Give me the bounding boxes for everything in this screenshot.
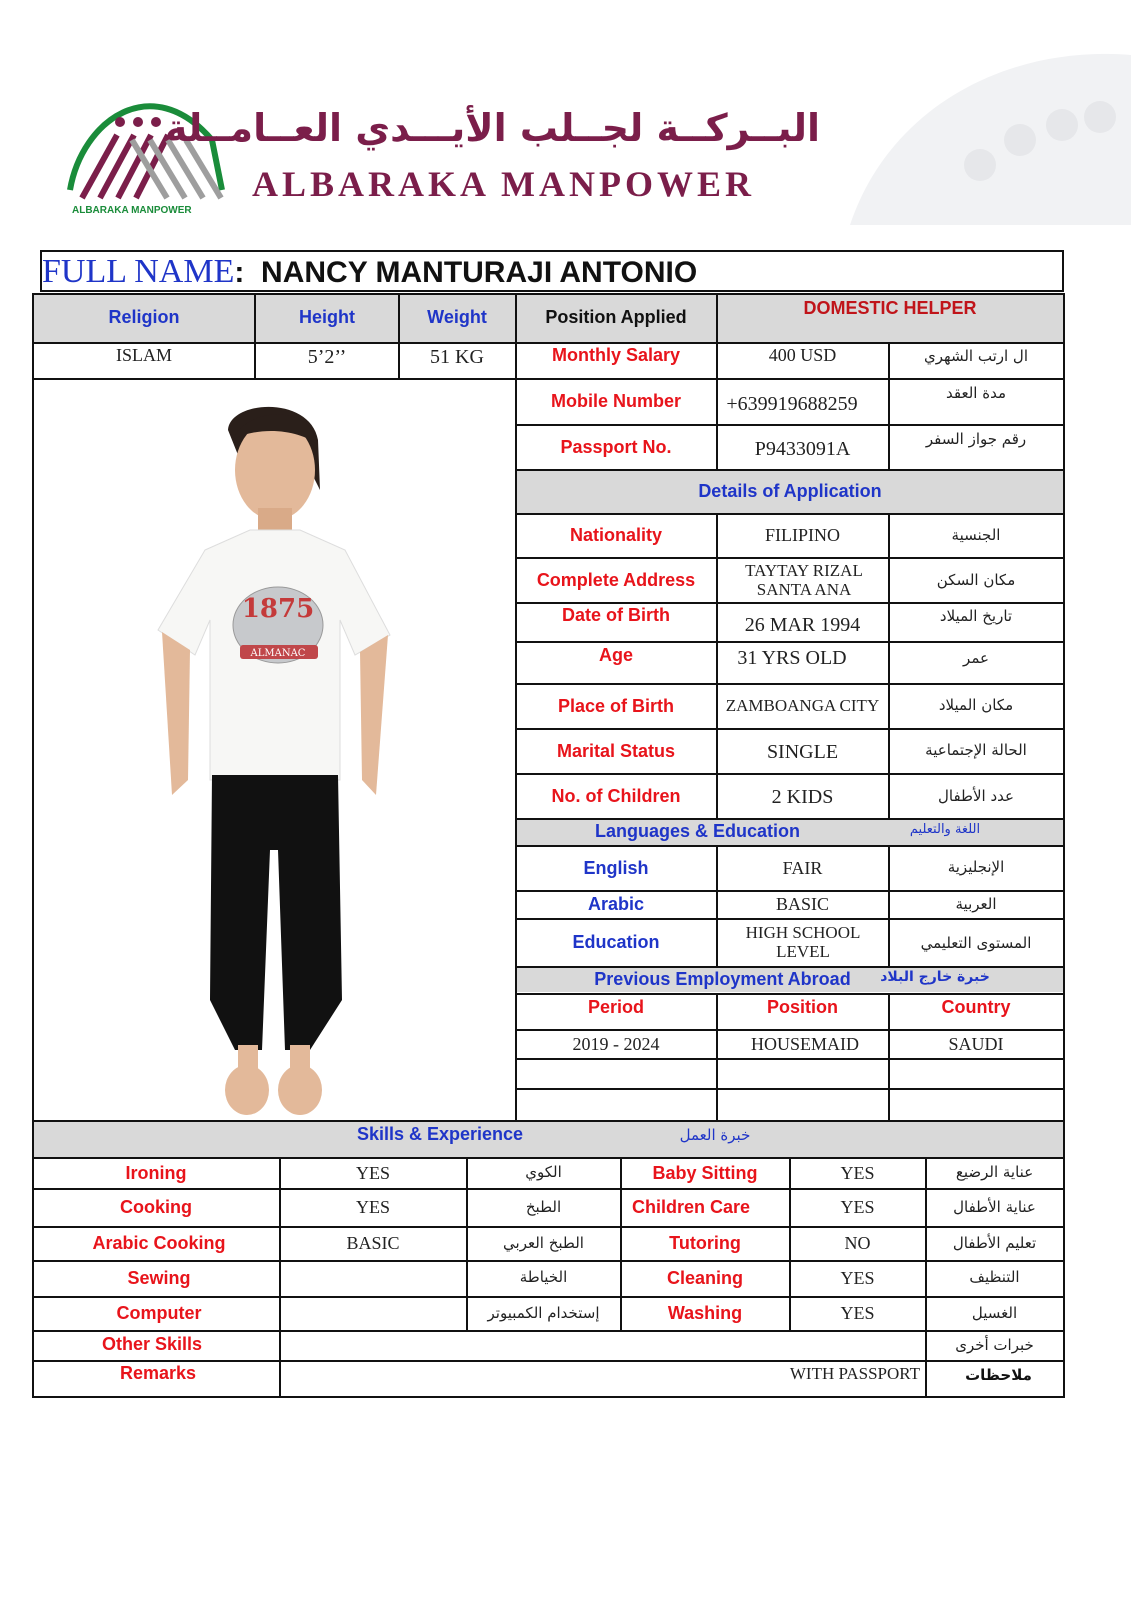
skill-washing-value: YES [840,1303,875,1324]
mobile-number-value: +639919688259 [726,393,858,415]
monthly-salary-ar: ال ارتب الشهري [924,346,1028,365]
position-applied-value: DOMESTIC HELPER [803,298,977,319]
arabic-value: BASIC [775,894,829,915]
dob-label: Date of Birth [562,605,670,626]
details-title: Details of Application [698,481,882,502]
skill-cleaning-ar: التنظيف [969,1267,1020,1286]
watermark-logo [830,45,1131,225]
monthly-salary-label: Monthly Salary [551,345,681,366]
religion-value: ISLAM [115,345,172,366]
passport-label: Passport No. [560,436,672,457]
skill-ironing-ar: الكوي [525,1162,562,1181]
skill-computer-label: Computer [116,1303,202,1324]
education-ar: المستوى التعليمي [920,933,1032,952]
skill-tutoring-label: Tutoring [669,1233,741,1254]
skill-cleaning-value: YES [840,1268,875,1289]
height-value: 5’2’’ [307,346,347,368]
skill-cooking-ar: الطبخ [525,1197,562,1216]
other-skills-ar: خبرات أخرى [955,1335,1034,1354]
place-of-birth-ar: مكان الميلاد [938,695,1014,714]
skill-cooking-value: YES [355,1197,390,1218]
full-name-value: NANCY MANTURAJI ANTONIO [261,256,698,289]
skills-title: Skills & Experience [356,1124,524,1145]
skill-sewing-value [280,1262,466,1296]
employment-period: 2019 - 2024 [572,1033,660,1054]
nationality-label: Nationality [569,525,662,546]
skills-title-ar: خبرة العمل [679,1125,751,1144]
religion-label: Religion [108,307,180,328]
full-name-label: FULL NAME [42,253,235,290]
address-ar: مكان السكن [936,571,1016,590]
skill-babysitting-ar: عناية الرضيع [955,1162,1034,1181]
position-applied-label: Position Applied [545,307,687,328]
mobile-number-label: Mobile Number [550,391,681,412]
skill-babysitting-label: Baby Sitting [652,1162,758,1183]
english-ar: الإنجليزية [947,857,1005,876]
skill-childrencare-ar: عناية الأطفال [953,1197,1036,1216]
employment-title: Previous Employment Abroad [594,969,851,990]
children-value: 2 KIDS [771,785,834,808]
dob-value: 26 MAR 1994 [744,613,861,636]
remarks-label: Remarks [119,1363,197,1384]
passport-value: P9433091A [754,437,851,460]
logo-caption: ALBARAKA MANPOWER [72,205,192,216]
employment-title-ar: خبرة خارج البلاد [880,969,990,986]
languages-title: Languages & Education [594,821,801,842]
nationality-value: FILIPINO [765,525,840,546]
skill-ironing-label: Ironing [125,1162,187,1183]
age-label: Age [598,645,633,666]
monthly-salary-value: 400 USD [768,345,837,366]
skill-sewing-ar: الخياطة [519,1267,568,1286]
skill-computer-ar: إستخدام الكمبيوتر [487,1303,600,1322]
remarks-value: WITH PASSPORT [789,1364,920,1383]
mobile-number-ar: مدة العقد [946,383,1006,402]
company-logo [62,80,232,220]
other-skills-label: Other Skills [101,1334,203,1355]
shirt-print-caption: ALMANAC [250,648,306,659]
position-header: Position [767,997,838,1018]
remarks-ar: ملاحظات [965,1365,1032,1384]
skill-cooking-label: Cooking [120,1197,192,1218]
arabic-ar: العربية [955,894,997,913]
skill-arabiccooking-value: BASIC [346,1233,400,1254]
education-value: HIGH SCHOOL LEVEL [745,923,861,961]
nationality-ar: الجنسية [951,525,1001,544]
skill-sewing-label: Sewing [127,1268,191,1289]
skill-arabiccooking-label: Arabic Cooking [92,1233,226,1254]
languages-title-ar: اللغة والتعليم [909,821,981,837]
company-english-name: ALBARAKA MANPOWER [252,164,756,204]
employment-country: SAUDI [948,1033,1004,1054]
full-name-row: FULL NAME: NANCY MANTURAJI ANTONIO [42,253,698,290]
english-label: English [583,857,649,878]
skill-childrencare-value: YES [840,1197,875,1218]
children-label: No. of Children [551,785,681,806]
weight-value: 51 KG [430,346,484,368]
age-value: 31 YRS OLD [737,647,847,669]
skill-tutoring-ar: تعليم الأطفال [952,1233,1037,1252]
skill-washing-label: Washing [667,1303,743,1324]
skill-childrencare-label: Children Care [631,1197,751,1218]
skill-ironing-value: YES [355,1162,390,1183]
marital-status-ar: الحالة الإجتماعية [925,740,1027,759]
passport-ar: رقم جواز السفر [925,429,1027,448]
shirt-print-number: 1875 [241,594,315,624]
children-ar: عدد الأطفال [938,787,1014,806]
address-value: TAYTAY RIZAL SANTA ANA [745,560,863,599]
skill-computer-value [280,1298,466,1330]
marital-status-label: Marital Status [556,740,676,761]
skill-cleaning-label: Cleaning [666,1268,743,1289]
dob-ar: تاريخ الميلاد [939,606,1013,625]
arabic-label: Arabic [587,894,645,915]
place-of-birth-label: Place of Birth [557,695,675,716]
skill-babysitting-value: YES [840,1162,875,1183]
country-header: Country [941,997,1011,1018]
period-header: Period [587,997,644,1018]
weight-label: Weight [427,307,487,328]
skill-washing-ar: الغسيل [971,1303,1018,1322]
marital-status-value: SINGLE [766,740,839,763]
other-skills-value [280,1332,925,1360]
address-label: Complete Address [536,569,696,590]
height-label: Height [299,307,355,328]
place-of-birth-value: ZAMBOANGA CITY [725,696,880,716]
applicant-photo [150,400,400,1120]
english-value: FAIR [782,857,823,878]
education-label: Education [572,932,660,953]
employment-position: HOUSEMAID [751,1033,859,1054]
skill-arabiccooking-ar: الطبخ العربي [503,1233,584,1252]
age-ar: عمر [963,648,989,667]
company-arabic-name: البــركــة لجــلب الأيـــدي العــامــلة [165,106,820,150]
skill-tutoring-value: NO [844,1233,871,1254]
